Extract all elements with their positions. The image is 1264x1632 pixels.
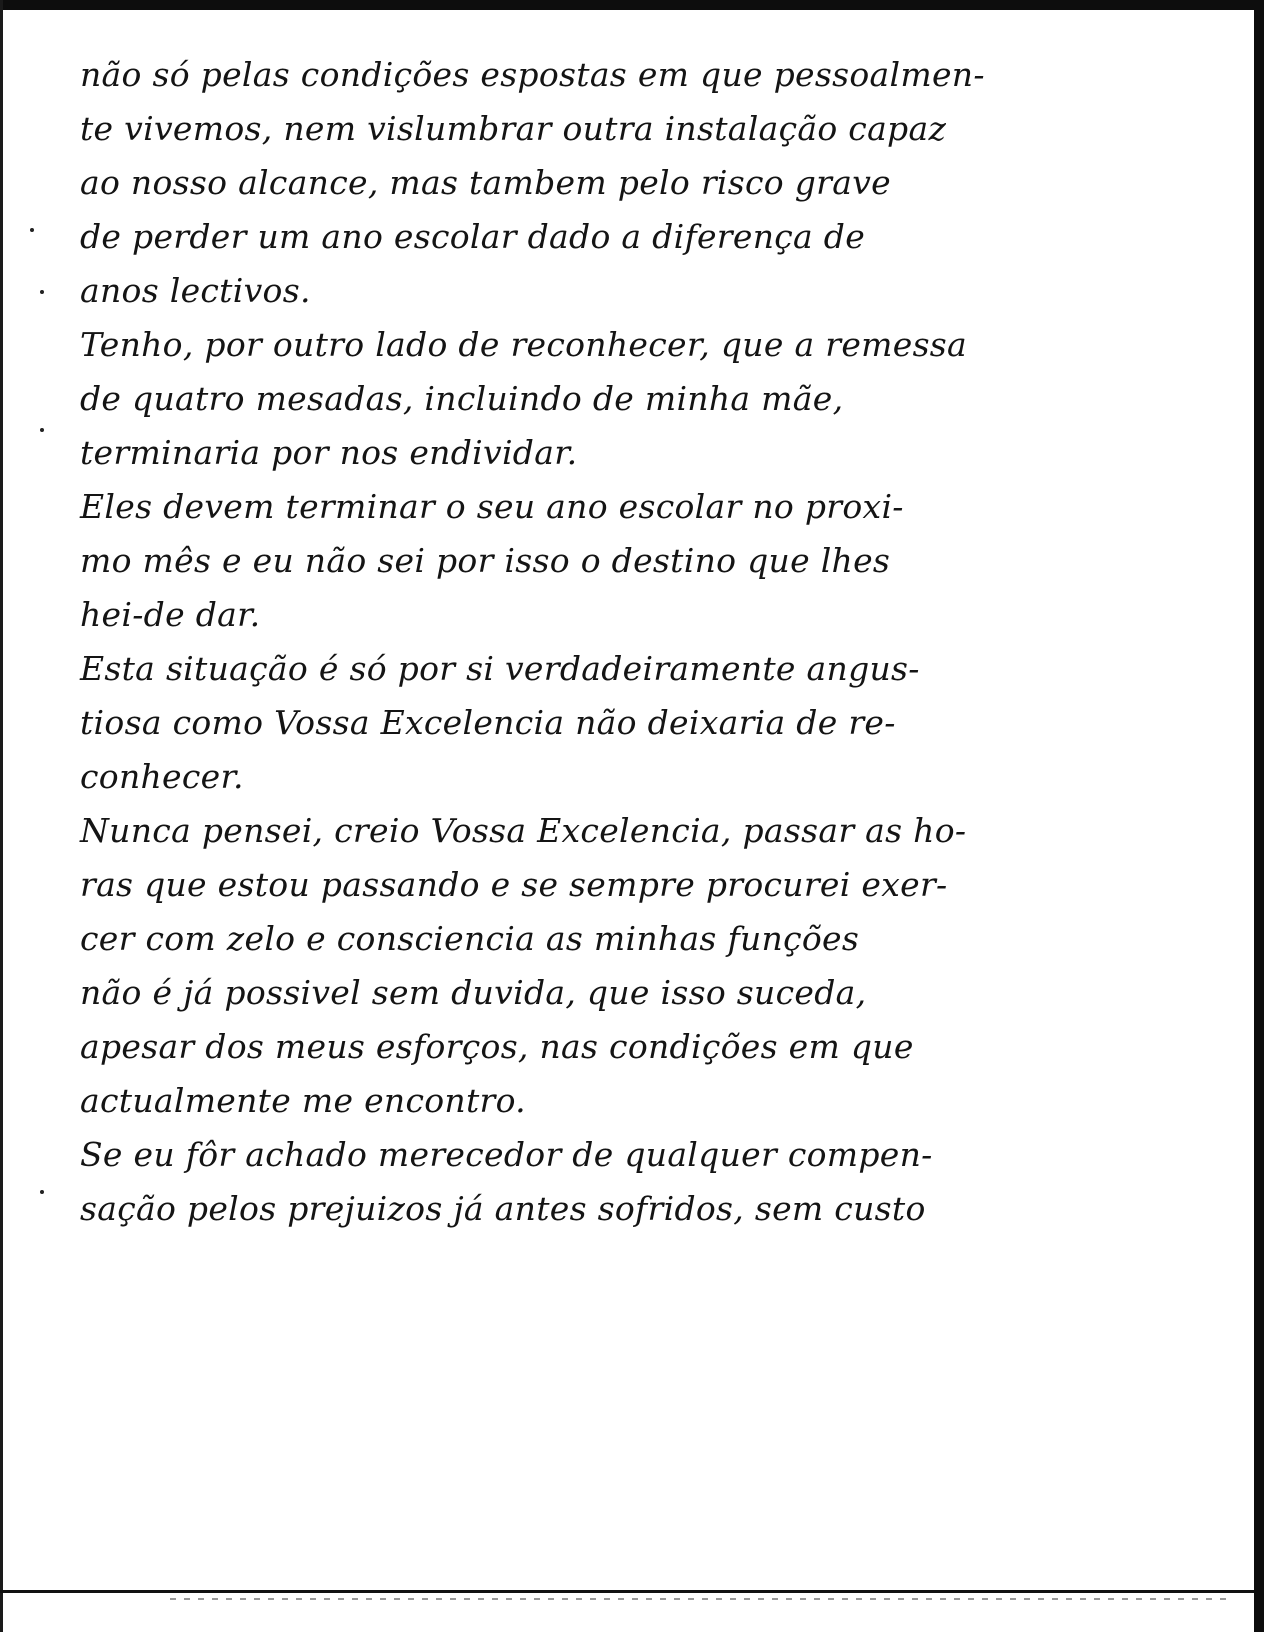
scan-bottom-rule xyxy=(0,1590,1254,1593)
text-line: anos lectivos. xyxy=(80,271,311,310)
text-line: de quatro mesadas, incluindo de minha mãe, xyxy=(80,379,844,418)
text-line: conhecer. xyxy=(80,757,244,796)
text-line: Se eu fôr achado merecedor de qualquer compen- xyxy=(80,1135,933,1174)
text-line: actualmente me encontro. xyxy=(80,1081,526,1120)
text-line: Tenho, por outro lado de reconhecer, que a remessa xyxy=(80,325,968,364)
text-line: não é já possivel sem duvida, que isso suceda, xyxy=(80,973,867,1012)
margin-dot xyxy=(40,428,44,432)
scan-border-right xyxy=(1254,0,1264,1632)
text-line: mo mês e eu não sei por isso o destino que lhes xyxy=(80,541,891,580)
text-line: Esta situação é só por si verdadeiramente angus- xyxy=(80,649,920,688)
text-line: Nunca pensei, creio Vossa Excelencia, passar as ho- xyxy=(80,811,967,850)
margin-dot xyxy=(40,290,44,294)
text-line: te vivemos, nem vislumbrar outra instalação capaz xyxy=(80,109,947,148)
scan-border-top xyxy=(0,0,1264,10)
scan-bottom-dots xyxy=(170,1598,1230,1600)
text-line: terminaria por nos endividar. xyxy=(80,433,578,472)
text-line: apesar dos meus esforços, nas condições em que xyxy=(80,1027,914,1066)
handwritten-text xyxy=(80,48,1140,1236)
text-line: não só pelas condições espostas em que pessoalmen- xyxy=(80,55,985,94)
text-line: ras que estou passando e se sempre procurei exer- xyxy=(80,865,948,904)
text-line: cer com zelo e consciencia as minhas funções xyxy=(80,919,860,958)
text-line: sação pelos prejuizos já antes sofridos, sem custo xyxy=(80,1189,926,1228)
text-line: ao nosso alcance, mas tambem pelo risco grave xyxy=(80,163,891,202)
scan-border-left xyxy=(0,0,3,1632)
text-line: de perder um ano escolar dado a diferença de xyxy=(80,217,866,256)
margin-dot xyxy=(30,228,34,232)
text-line: tiosa como Vossa Excelencia não deixaria de re- xyxy=(80,703,896,742)
margin-dot xyxy=(40,1190,44,1194)
text-line: Eles devem terminar o seu ano escolar no proxi- xyxy=(80,487,904,526)
text-line: hei-de dar. xyxy=(80,595,261,634)
